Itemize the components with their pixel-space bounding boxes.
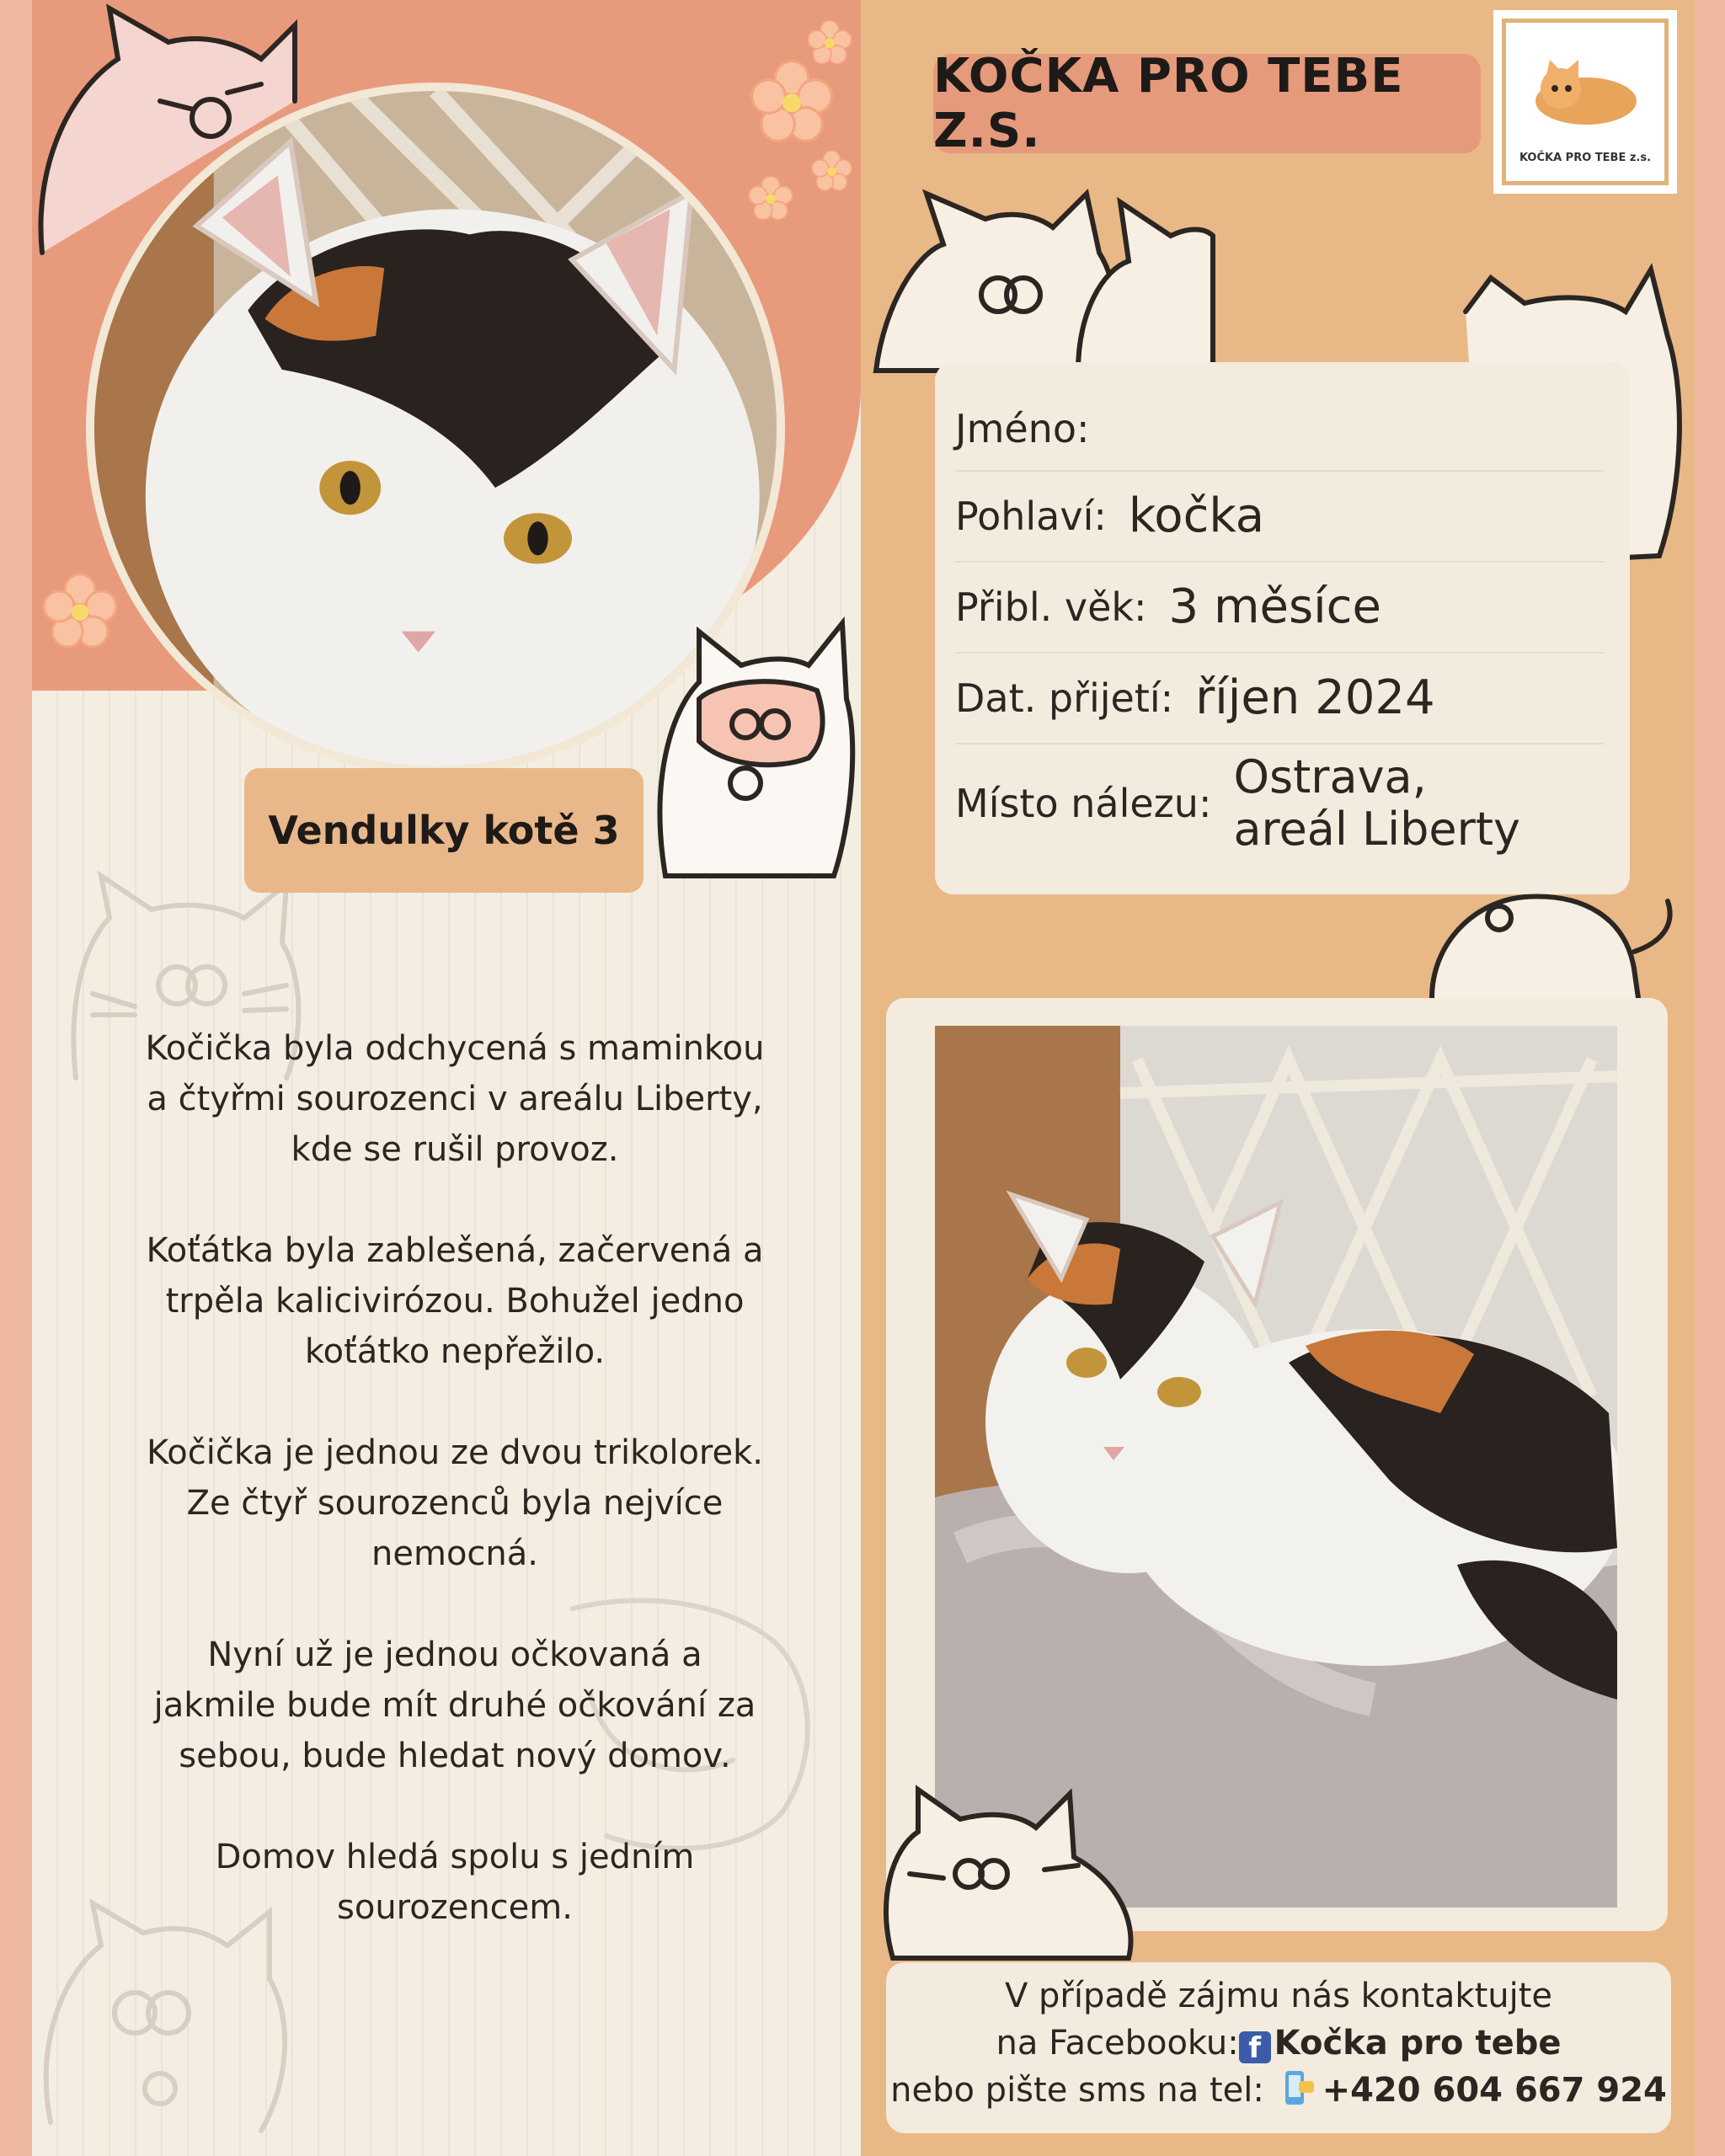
phone-icon	[1280, 2069, 1317, 2106]
name-label: Jméno:	[955, 406, 1090, 451]
cat-with-bell-icon	[649, 606, 859, 884]
org-title: KOČKA PRO TEBE Z.S.	[933, 54, 1481, 153]
cat-story	[59, 1023, 851, 1983]
contact-facebook-prefix: na Facebooku:	[996, 2024, 1239, 2063]
intake-label: Dat. přijetí:	[955, 675, 1174, 721]
flower-icon	[809, 147, 855, 194]
flower-icon	[804, 17, 855, 67]
contact-box	[886, 1962, 1671, 2133]
cat-doodle-icon	[876, 1781, 1146, 1967]
story-paragraph: Kočička byla odchycená s maminkou a čtyřmi sourozenci v areálu Liberty, kde se rušil provoz.	[145, 1029, 765, 1169]
org-logo	[1493, 10, 1677, 194]
age-label: Přibl. věk:	[955, 584, 1147, 630]
info-row-sex	[955, 472, 1605, 563]
story-paragraph: Kočička je jednou ze dvou trikolorek. Ze čtyř sourozenců byla nejvíce nemocná.	[147, 1433, 763, 1573]
info-card	[935, 362, 1630, 894]
flower-icon	[745, 55, 838, 147]
contact-line-2	[886, 2020, 1671, 2067]
phone-number[interactable]: +420 604 667 924	[1322, 2071, 1667, 2110]
age-value: 3 měsíce	[1168, 579, 1381, 634]
location-label: Místo nálezu:	[955, 781, 1212, 826]
intake-value: říjen 2024	[1195, 670, 1435, 725]
contact-sms-prefix: nebo pište sms na tel:	[890, 2071, 1264, 2110]
facebook-icon: f	[1239, 2031, 1271, 2063]
flower-icon	[745, 173, 796, 223]
story-paragraph: Domov hledá spolu s jedním sourozencem.	[215, 1838, 695, 1927]
contact-line-1: V případě zájmu nás kontaktujte	[1004, 1977, 1553, 2015]
kitten-logo-icon	[1523, 55, 1649, 131]
info-row-name	[955, 387, 1605, 472]
logo-text: KOČKA PRO TEBE z.s.	[1519, 152, 1652, 164]
contact-line-3	[886, 2067, 1671, 2114]
info-row-age	[955, 563, 1605, 654]
story-paragraph: Nyní už je jednou očkovaná a jakmile bude mít druhé očkování za sebou, bude hledat nový domov.	[153, 1636, 756, 1775]
cat-doodle-icon	[1423, 884, 1685, 998]
location-value: Ostrava, areál Liberty	[1233, 750, 1520, 856]
info-row-intake	[955, 654, 1605, 744]
cat-name-badge: Vendulky kotě 3	[244, 768, 644, 893]
info-row-location	[955, 744, 1605, 862]
flower-icon	[38, 568, 122, 653]
story-paragraph: Koťátka byla zablešená, začervená a trpěla kalicivirózou. Bohužel jedno koťátko nepřežilo.	[146, 1231, 764, 1371]
sex-value: kočka	[1128, 488, 1265, 543]
sex-label: Pohlaví:	[955, 494, 1107, 539]
cat-photo-full	[935, 1026, 1617, 1908]
cat-doodle-icon	[868, 177, 1221, 379]
facebook-page-link[interactable]: Kočka pro tebe	[1274, 2024, 1562, 2063]
